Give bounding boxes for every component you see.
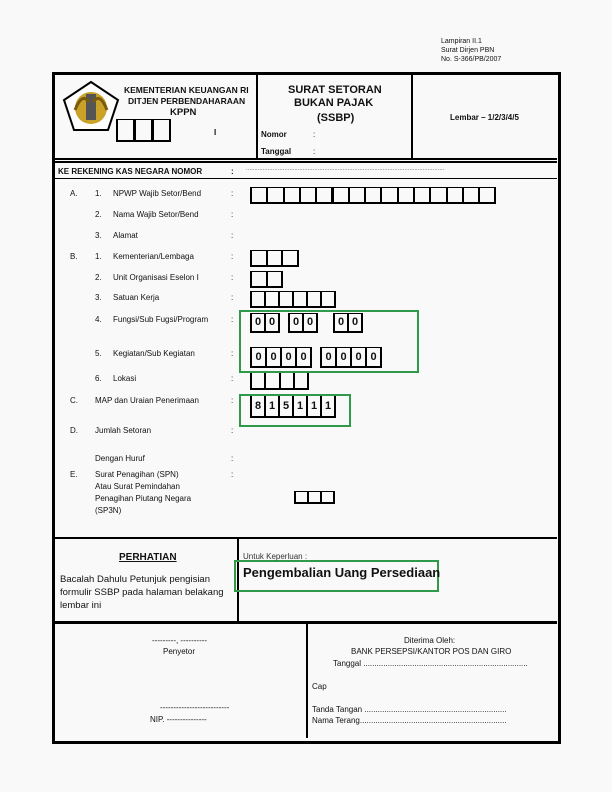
section-letter: E. — [70, 470, 78, 479]
map-box[interactable]: 1 — [320, 395, 336, 418]
kementerian-box[interactable] — [281, 250, 299, 267]
divider — [54, 178, 557, 179]
jumlah-label: Jumlah Setoran — [95, 426, 152, 435]
kegiatan-box[interactable]: 0 — [295, 347, 312, 368]
fungsi-box[interactable]: 0 — [333, 313, 349, 333]
rekening-colon: : — [231, 167, 234, 176]
kegiatan-box[interactable]: 0 — [250, 347, 267, 368]
kementerian-colon: : — [231, 252, 234, 261]
divider — [54, 161, 557, 163]
map-box[interactable]: 8 — [250, 395, 266, 418]
huruf-label: Dengan Huruf — [95, 454, 145, 463]
kementerian-label: Kementerian/Lembaga — [113, 252, 194, 261]
penerima-tanggal: Tanggal .......................................................................... — [333, 659, 528, 668]
item-number: 3. — [95, 293, 102, 302]
penerima-ttd: Tanda Tangan ................................................................ — [312, 705, 507, 714]
rekening-label: KE REKENING KAS NEGARA NOMOR — [58, 167, 203, 176]
penyetor-date: ---------, ---------- — [152, 636, 208, 645]
satker-colon: : — [231, 293, 234, 302]
org-line-1: KEMENTERIAN KEUANGAN RI — [124, 85, 249, 95]
map-box[interactable]: 1 — [292, 395, 308, 418]
ref-line-3: No. S-366/PB/2007 — [441, 56, 502, 63]
lokasi-label: Lokasi — [113, 374, 137, 383]
perhatian-line-2: formulir SSBP pada halaman belakang — [60, 587, 224, 598]
kegiatan-box[interactable]: 0 — [265, 347, 282, 368]
tanggal-colon: : — [313, 147, 316, 156]
divider — [54, 158, 557, 160]
kegiatan-label: Kegiatan/Sub Kegiatan — [113, 349, 195, 358]
item-number: 6. — [95, 374, 102, 383]
map-box[interactable]: 5 — [278, 395, 294, 418]
huruf-colon: : — [231, 454, 234, 463]
kegiatan-box[interactable]: 0 — [365, 347, 382, 368]
spn-label-2: Atau Surat Pemindahan — [95, 482, 180, 491]
satker-box[interactable] — [320, 291, 336, 308]
highlight-fungsi-kegiatan — [239, 310, 419, 373]
npwp-colon: : — [231, 189, 234, 198]
kegiatan-box[interactable]: 0 — [335, 347, 352, 368]
item-number: 5. — [95, 349, 102, 358]
ref-line-1: Lampiran II.1 — [441, 38, 482, 45]
unit-label: Unit Organisasi Eselon I — [113, 273, 199, 282]
spn-label-4: (SP3N) — [95, 506, 122, 515]
item-number: 2. — [95, 210, 102, 219]
section-letter: A. — [70, 189, 78, 198]
spn-label-3: Penagihan Piutang Negara — [95, 494, 192, 503]
alamat-label: Alamat — [113, 231, 138, 240]
item-number: 2. — [95, 273, 102, 282]
unit-colon: : — [231, 273, 234, 282]
kegiatan-box[interactable]: 0 — [280, 347, 297, 368]
penyetor-label: Penyetor — [163, 647, 196, 656]
keperluan-label: Untuk Keperluan : — [243, 552, 308, 561]
title-line-1: SURAT SETORAN — [288, 84, 382, 96]
fungsi-box[interactable]: 0 — [250, 313, 266, 333]
kegiatan-box[interactable]: 0 — [320, 347, 337, 368]
lembar-label: Lembar – 1/2/3/4/5 — [450, 113, 519, 122]
spn-box[interactable] — [320, 491, 335, 504]
item-number: 3. — [95, 231, 102, 240]
fungsi-box[interactable]: 0 — [347, 313, 363, 333]
nomor-colon: : — [313, 130, 316, 139]
divider — [411, 74, 413, 160]
fungsi-box[interactable]: 0 — [302, 313, 318, 333]
title-line-3: (SSBP) — [317, 112, 355, 124]
section-letter: B. — [70, 252, 78, 261]
penerima-cap: Cap — [312, 682, 327, 691]
section-letter: D. — [70, 426, 78, 435]
map-box[interactable]: 1 — [306, 395, 322, 418]
kppn-code-box[interactable] — [134, 119, 153, 142]
fungsi-box[interactable]: 0 — [264, 313, 280, 333]
section-letter: C. — [70, 396, 78, 405]
divider — [54, 537, 557, 539]
lokasi-box[interactable] — [293, 372, 309, 390]
penerima-nama: Nama Terang.................................................................. — [312, 716, 507, 725]
penerima-title: Diterima Oleh: — [404, 636, 456, 645]
perhatian-line-1: Bacalah Dahulu Petunjuk pengisian — [60, 574, 210, 585]
nama-label: Nama Wajib Setor/Bend — [113, 210, 199, 219]
jumlah-colon: : — [231, 426, 234, 435]
keperluan-value[interactable]: Pengembalian Uang Persediaan — [243, 565, 441, 580]
alamat-colon: : — [231, 231, 234, 240]
penerima-bank: BANK PERSEPSI/KANTOR POS DAN GIRO — [351, 647, 512, 656]
spn-colon: : — [231, 470, 234, 479]
item-number: 1. — [95, 189, 102, 198]
divider — [256, 74, 258, 160]
fungsi-colon: : — [231, 315, 234, 324]
lokasi-colon: : — [231, 374, 234, 383]
org-line-2: DITJEN PERBENDAHARAAN — [128, 96, 246, 106]
kppn-code-box[interactable] — [116, 119, 135, 142]
item-number: 1. — [95, 252, 102, 261]
map-label: MAP dan Uraian Penerimaan — [95, 396, 199, 405]
spn-label: Surat Penagihan (SPN) — [95, 470, 179, 479]
fungsi-label: Fungsi/Sub Fugsi/Program — [113, 315, 209, 324]
title-line-2: BUKAN PAJAK — [294, 97, 374, 109]
map-colon: : — [231, 396, 234, 405]
nomor-label: Nomor — [261, 130, 287, 139]
ref-line-2: Surat Dirjen PBN — [441, 47, 495, 54]
perhatian-line-3: lembar ini — [60, 600, 102, 611]
penyetor-sign: -------------------------- — [160, 703, 230, 712]
item-number: 4. — [95, 315, 102, 324]
unit-box[interactable] — [266, 271, 284, 288]
perhatian-title: PERHATIAN — [119, 552, 177, 563]
satker-label: Satuan Kerja — [113, 293, 160, 302]
map-box[interactable]: 1 — [264, 395, 280, 418]
penyetor-nip: NIP. --------------- — [150, 715, 207, 724]
kegiatan-box[interactable]: 0 — [350, 347, 367, 368]
kppn-suffix: I — [214, 128, 217, 137]
kegiatan-colon: : — [231, 349, 234, 358]
org-line-3: KPPN — [170, 107, 197, 118]
kemenkeu-logo — [62, 80, 120, 132]
tanggal-label: Tanggal — [261, 147, 292, 156]
fungsi-box[interactable]: 0 — [288, 313, 304, 333]
npwp-box[interactable] — [478, 187, 496, 204]
divider — [306, 623, 308, 738]
kppn-code-box[interactable] — [152, 119, 171, 142]
npwp-label: NPWP Wajib Setor/Bend — [113, 189, 202, 198]
rekening-dots[interactable]: ....................................................................................................................... — [246, 166, 445, 172]
highlight-map — [239, 394, 351, 427]
nama-colon: : — [231, 210, 234, 219]
